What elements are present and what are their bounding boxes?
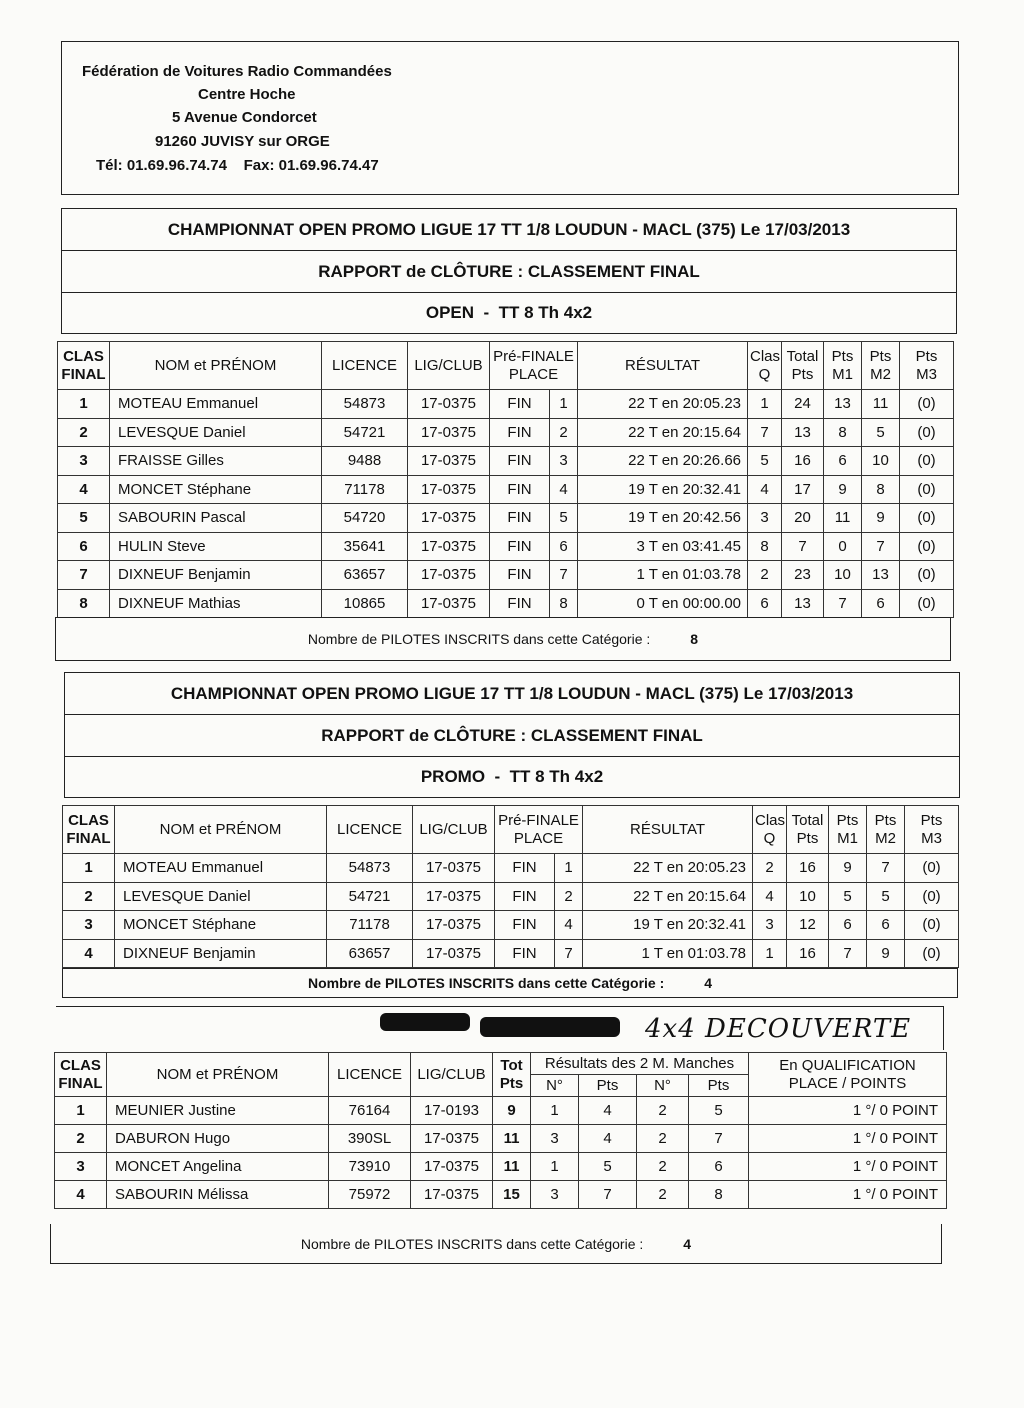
cell-manche1-pts: 4 [579,1125,637,1153]
col-pts-m1: Pts M1 [829,806,867,854]
cell-clas-q: 5 [748,447,782,476]
cell-lig-club: 17-0375 [408,504,490,533]
col-licence: LICENCE [329,1053,411,1097]
cell-prefinale-place: 3 [550,447,578,476]
cell-pts-m2: 5 [867,882,905,911]
col-lig-club: LIG/CLUB [413,806,495,854]
cell-qualification: 1 °/ 0 POINT [749,1125,947,1153]
cell-tot-pts: 11 [493,1153,531,1181]
cell-lig-club: 17-0375 [411,1125,493,1153]
cell-pts-m3: (0) [905,854,959,883]
cell-total-pts: 13 [782,418,824,447]
cell-nom-prenom: MOTEAU Emmanuel [110,390,322,419]
table-row [58,475,954,504]
cell-pts-m3: (0) [900,390,954,419]
open-title-block [61,208,957,334]
cell-pts-m2: 13 [862,561,900,590]
open-report-title: RAPPORT de CLÔTURE : CLASSEMENT FINAL [62,251,956,293]
cell-clas-final: 1 [58,390,110,419]
cell-manche1-pts: 7 [579,1181,637,1209]
table-row [58,589,954,618]
cell-nom-prenom: FRAISSE Gilles [110,447,322,476]
cell-lig-club: 17-0375 [413,882,495,911]
cell-total-pts: 10 [787,882,829,911]
col-pts2: Pts [689,1075,749,1097]
cell-pts-m1: 7 [829,939,867,968]
open-pilot-count [55,617,951,661]
col-tot-pts: Tot Pts [493,1053,531,1097]
cell-pts-m2: 7 [862,532,900,561]
cell-tot-pts: 9 [493,1097,531,1125]
cell-prefinale-status: FIN [490,589,550,618]
cell-lig-club: 17-0375 [408,390,490,419]
cell-prefinale-place: 1 [555,854,583,883]
cell-manche2-num: 2 [637,1125,689,1153]
federation-phone: Tél: 01.69.96.74.74 Fax: 01.69.96.74.47 [96,157,379,174]
col-lig-club: LIG/CLUB [408,342,490,390]
cell-resultat: 19 T en 20:42.56 [578,504,748,533]
table-row [55,1097,947,1125]
cell-resultat: 22 T en 20:26.66 [578,447,748,476]
cell-lig-club: 17-0375 [411,1153,493,1181]
cell-prefinale-place: 7 [555,939,583,968]
cell-nom-prenom: DIXNEUF Benjamin [115,939,327,968]
cell-pts-m3: (0) [900,589,954,618]
cell-lig-club: 17-0375 [408,589,490,618]
cell-pts-m1: 11 [824,504,862,533]
cell-manche2-num: 2 [637,1097,689,1125]
cell-qualification: 1 °/ 0 POINT [749,1181,947,1209]
cell-licence: 390SL [329,1125,411,1153]
cell-total-pts: 16 [787,854,829,883]
table-row [55,1125,947,1153]
cell-nom-prenom: SABOURIN Mélissa [107,1181,329,1209]
col-total-pts: Total Pts [782,342,824,390]
cell-resultat: 22 T en 20:15.64 [583,882,753,911]
col-pts1: Pts [579,1075,637,1097]
cell-total-pts: 23 [782,561,824,590]
cell-prefinale-place: 1 [550,390,578,419]
table-row [55,1153,947,1181]
cell-clas-final: 4 [58,475,110,504]
cell-total-pts: 20 [782,504,824,533]
table-row [63,854,959,883]
cell-clas-final: 7 [58,561,110,590]
cell-licence: 71178 [322,475,408,504]
cell-licence: 54873 [327,854,413,883]
cell-prefinale-status: FIN [495,854,555,883]
cell-manche2-pts: 6 [689,1153,749,1181]
table-row [58,561,954,590]
cell-clas-q: 2 [748,561,782,590]
cell-lig-club: 17-0375 [408,532,490,561]
table-row [58,447,954,476]
cell-clas-q: 7 [748,418,782,447]
cell-prefinale-place: 7 [550,561,578,590]
cell-clas-final: 2 [58,418,110,447]
open-results-table [57,341,954,618]
cell-pts-m2: 7 [867,854,905,883]
cell-nom-prenom: DIXNEUF Benjamin [110,561,322,590]
promo-title-block [64,672,960,798]
table-row [63,882,959,911]
cell-prefinale-place: 8 [550,589,578,618]
cell-prefinale-place: 4 [555,911,583,940]
table-row [63,939,959,968]
cell-manche2-pts: 8 [689,1181,749,1209]
cell-clas-final: 8 [58,589,110,618]
cell-resultat: 22 T en 20:05.23 [578,390,748,419]
cell-nom-prenom: DIXNEUF Mathias [110,589,322,618]
cell-total-pts: 12 [787,911,829,940]
cell-prefinale-status: FIN [495,882,555,911]
cell-pts-m1: 6 [829,911,867,940]
cell-clas-q: 2 [753,854,787,883]
cell-prefinale-place: 4 [550,475,578,504]
cell-pts-m1: 7 [824,589,862,618]
col-licence: LICENCE [327,806,413,854]
cell-pts-m3: (0) [900,561,954,590]
cell-lig-club: 17-0375 [408,561,490,590]
cell-resultat: 1 T en 01:03.78 [583,939,753,968]
cell-total-pts: 24 [782,390,824,419]
col-lig-club: LIG/CLUB [411,1053,493,1097]
open-category-title: OPEN - TT 8 Th 4x2 [425,303,593,322]
col-pts-m2: Pts M2 [862,342,900,390]
cell-nom-prenom: MEUNIER Justine [107,1097,329,1125]
cell-licence: 9488 [322,447,408,476]
cell-manche2-pts: 7 [689,1125,749,1153]
cell-pts-m1: 9 [824,475,862,504]
cell-resultat: 22 T en 20:15.64 [578,418,748,447]
cell-total-pts: 16 [787,939,829,968]
cell-nom-prenom: MONCET Angelina [107,1153,329,1181]
cell-pts-m3: (0) [905,911,959,940]
cell-clas-q: 3 [748,504,782,533]
cell-licence: 35641 [322,532,408,561]
cell-pts-m2: 11 [862,390,900,419]
cell-licence: 75972 [329,1181,411,1209]
col-clas-final: CLAS FINAL [63,806,115,854]
cell-pts-m3: (0) [900,475,954,504]
cell-prefinale-status: FIN [490,390,550,419]
cell-total-pts: 13 [782,589,824,618]
cell-clas-q: 4 [753,882,787,911]
cell-total-pts: 16 [782,447,824,476]
cell-pts-m1: 8 [824,418,862,447]
col-prefinale-place: Pré-FINALE PLACE [495,806,583,854]
col-pts-m3: Pts M3 [900,342,954,390]
cell-clas-final: 1 [55,1097,107,1125]
cell-licence: 54873 [322,390,408,419]
cell-lig-club: 17-0375 [408,418,490,447]
cell-prefinale-status: FIN [495,911,555,940]
cell-qualification: 1 °/ 0 POINT [749,1153,947,1181]
decouverte-handwritten-title: 4x4 DECOUVERTE [645,1014,912,1044]
cell-licence: 54721 [327,882,413,911]
promo-category-title: PROMO - TT 8 Th 4x2 [420,767,604,786]
cell-prefinale-status: FIN [490,418,550,447]
cell-pts-m1: 5 [829,882,867,911]
cell-manche2-pts: 5 [689,1097,749,1125]
cell-pts-m2: 5 [862,418,900,447]
cell-pts-m2: 10 [862,447,900,476]
cell-prefinale-status: FIN [490,561,550,590]
col-clas-final: CLAS FINAL [55,1053,107,1097]
col-n2: N° [637,1075,689,1097]
promo-championship-title: CHAMPIONNAT OPEN PROMO LIGUE 17 TT 1/8 LOUDUN - MACL (375) Le 17/03/2013 [65,673,959,715]
cell-resultat: 1 T en 01:03.78 [578,561,748,590]
redacted-mark-1 [380,1013,470,1031]
cell-lig-club: 17-0375 [413,939,495,968]
table-row [58,532,954,561]
cell-pts-m2: 8 [862,475,900,504]
col-prefinale-place: Pré-FINALE PLACE [490,342,578,390]
cell-pts-m1: 6 [824,447,862,476]
cell-licence: 63657 [327,939,413,968]
col-n1: N° [531,1075,579,1097]
federation-name: Fédération de Voitures Radio Commandées [82,63,392,80]
cell-nom-prenom: MONCET Stéphane [110,475,322,504]
cell-pts-m1: 10 [824,561,862,590]
cell-nom-prenom: LEVESQUE Daniel [110,418,322,447]
decouverte-pilot-count [50,1224,942,1264]
cell-prefinale-status: FIN [495,939,555,968]
cell-clas-final: 1 [63,854,115,883]
cell-lig-club: 17-0375 [408,447,490,476]
col-resultat: RÉSULTAT [583,806,753,854]
cell-clas-final: 3 [63,911,115,940]
col-pts-m3: Pts M3 [905,806,959,854]
cell-licence: 54721 [322,418,408,447]
cell-pts-m2: 9 [867,939,905,968]
cell-lig-club: 17-0193 [411,1097,493,1125]
cell-manche1-num: 3 [531,1125,579,1153]
cell-prefinale-status: FIN [490,532,550,561]
promo-pilot-count-label: Nombre de PILOTES INSCRITS dans cette Catégorie : [307,975,665,991]
cell-manche1-num: 1 [531,1153,579,1181]
cell-manche1-num: 3 [531,1181,579,1209]
cell-manche2-num: 2 [637,1181,689,1209]
cell-resultat: 22 T en 20:05.23 [583,854,753,883]
cell-prefinale-status: FIN [490,447,550,476]
decouverte-results-table [54,1052,947,1209]
cell-pts-m3: (0) [905,882,959,911]
open-pilot-count-label: Nombre de PILOTES INSCRITS dans cette Catégorie : [307,631,651,647]
cell-pts-m2: 9 [862,504,900,533]
cell-resultat: 3 T en 03:41.45 [578,532,748,561]
decouverte-pilot-count-label: Nombre de PILOTES INSCRITS dans cette Catégorie : [300,1235,644,1252]
cell-resultat: 0 T en 00:00.00 [578,589,748,618]
cell-clas-final: 4 [55,1181,107,1209]
cell-licence: 10865 [322,589,408,618]
cell-lig-club: 17-0375 [411,1181,493,1209]
federation-street: 5 Avenue Condorcet [172,109,317,126]
cell-clas-q: 6 [748,589,782,618]
cell-manche1-num: 1 [531,1097,579,1125]
cell-prefinale-place: 5 [550,504,578,533]
cell-pts-m1: 0 [824,532,862,561]
cell-licence: 76164 [329,1097,411,1125]
col-pts-m1: Pts M1 [824,342,862,390]
table-row [63,911,959,940]
col-clas-q: Clas Q [753,806,787,854]
cell-manche1-pts: 5 [579,1153,637,1181]
cell-total-pts: 7 [782,532,824,561]
cell-clas-final: 3 [55,1153,107,1181]
cell-nom-prenom: DABURON Hugo [107,1125,329,1153]
cell-manche2-num: 2 [637,1153,689,1181]
table-row [55,1181,947,1209]
cell-tot-pts: 11 [493,1125,531,1153]
cell-pts-m3: (0) [900,447,954,476]
promo-pilot-count-value: 4 [704,975,713,991]
cell-prefinale-place: 6 [550,532,578,561]
cell-total-pts: 17 [782,475,824,504]
cell-clas-final: 2 [63,882,115,911]
cell-nom-prenom: SABOURIN Pascal [110,504,322,533]
cell-tot-pts: 15 [493,1181,531,1209]
redacted-mark-2 [480,1017,620,1037]
cell-clas-q: 3 [753,911,787,940]
cell-licence: 54720 [322,504,408,533]
federation-centre: Centre Hoche [198,86,296,103]
cell-pts-m3: (0) [900,418,954,447]
cell-pts-m3: (0) [900,504,954,533]
col-clas-final: CLAS FINAL [58,342,110,390]
col-nom-prenom: NOM et PRÉNOM [110,342,322,390]
cell-pts-m3: (0) [905,939,959,968]
cell-prefinale-place: 2 [550,418,578,447]
cell-resultat: 19 T en 20:32.41 [578,475,748,504]
col-clas-q: Clas Q [748,342,782,390]
cell-clas-final: 3 [58,447,110,476]
cell-nom-prenom: MONCET Stéphane [115,911,327,940]
promo-report-title: RAPPORT de CLÔTURE : CLASSEMENT FINAL [65,715,959,757]
cell-pts-m2: 6 [867,911,905,940]
col-total-pts: Total Pts [787,806,829,854]
col-nom-prenom: NOM et PRÉNOM [107,1053,329,1097]
cell-manche1-pts: 4 [579,1097,637,1125]
cell-licence: 71178 [327,911,413,940]
col-resultat: RÉSULTAT [578,342,748,390]
cell-clas-q: 8 [748,532,782,561]
cell-pts-m1: 13 [824,390,862,419]
cell-clas-q: 1 [748,390,782,419]
cell-clas-final: 2 [55,1125,107,1153]
cell-pts-m1: 9 [829,854,867,883]
promo-results-table [62,805,959,968]
promo-pilot-count [62,968,958,998]
cell-lig-club: 17-0375 [408,475,490,504]
decouverte-pilot-count-value: 4 [683,1235,692,1252]
federation-city: 91260 JUVISY sur ORGE [155,133,330,150]
col-licence: LICENCE [322,342,408,390]
col-qualification: En QUALIFICATION PLACE / POINTS [749,1053,947,1097]
cell-nom-prenom: HULIN Steve [110,532,322,561]
cell-lig-club: 17-0375 [413,911,495,940]
cell-licence: 73910 [329,1153,411,1181]
table-row [58,390,954,419]
cell-lig-club: 17-0375 [413,854,495,883]
col-nom-prenom: NOM et PRÉNOM [115,806,327,854]
table-row [58,504,954,533]
cell-prefinale-status: FIN [490,475,550,504]
col-resultats-manches: Résultats des 2 M. Manches [531,1053,749,1075]
cell-clas-final: 5 [58,504,110,533]
col-pts-m2: Pts M2 [867,806,905,854]
open-championship-title: CHAMPIONNAT OPEN PROMO LIGUE 17 TT 1/8 LOUDUN - MACL (375) Le 17/03/2013 [62,209,956,251]
open-pilot-count-value: 8 [690,631,699,647]
cell-nom-prenom: LEVESQUE Daniel [115,882,327,911]
cell-resultat: 19 T en 20:32.41 [583,911,753,940]
cell-clas-final: 6 [58,532,110,561]
cell-qualification: 1 °/ 0 POINT [749,1097,947,1125]
cell-clas-q: 4 [748,475,782,504]
cell-licence: 63657 [322,561,408,590]
cell-clas-q: 1 [753,939,787,968]
cell-nom-prenom: MOTEAU Emmanuel [115,854,327,883]
cell-pts-m3: (0) [900,532,954,561]
cell-prefinale-status: FIN [490,504,550,533]
cell-prefinale-place: 2 [555,882,583,911]
cell-pts-m2: 6 [862,589,900,618]
table-row [58,418,954,447]
cell-clas-final: 4 [63,939,115,968]
